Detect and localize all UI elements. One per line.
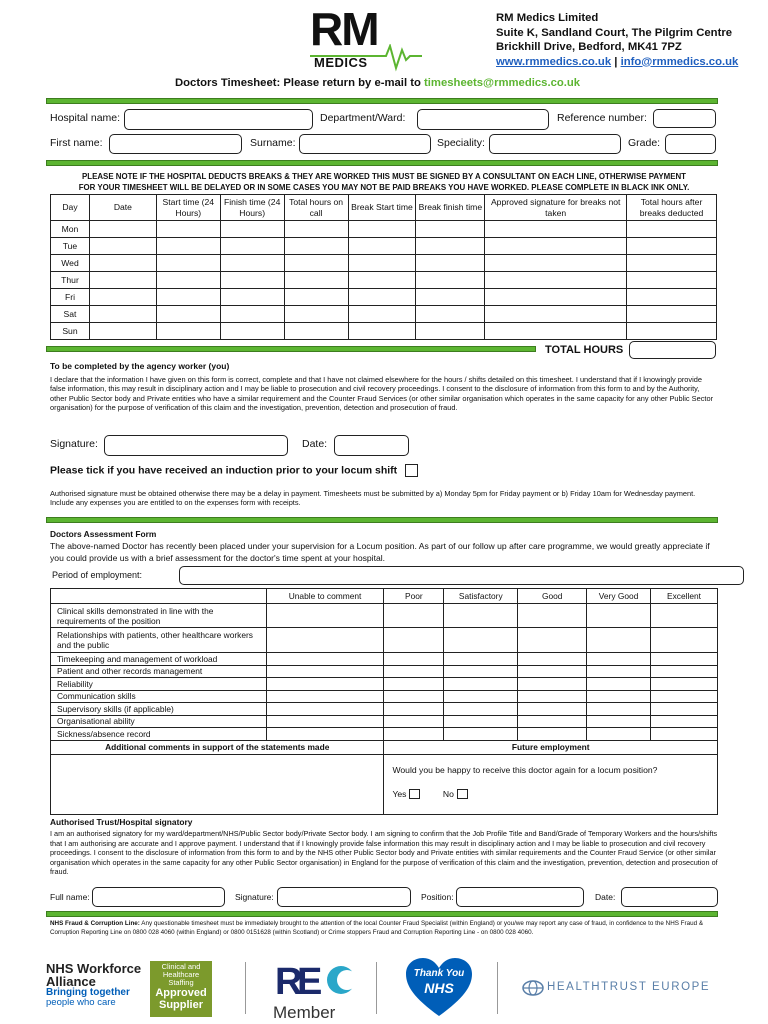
table-row bbox=[51, 221, 717, 238]
rating-cell[interactable] bbox=[651, 604, 718, 628]
day-label: Fri bbox=[51, 289, 90, 306]
cell[interactable] bbox=[89, 221, 156, 238]
assessment-heading: Doctors Assessment Form bbox=[50, 529, 157, 539]
table-row bbox=[51, 255, 717, 272]
nhs-wa-line2: Alliance bbox=[46, 974, 96, 989]
cell[interactable] bbox=[348, 272, 416, 289]
table-row bbox=[51, 665, 718, 678]
breaks-notice bbox=[48, 171, 720, 193]
induction-label: Please tick if you have received an induction prior to your locum shift bbox=[50, 464, 398, 477]
ccs-approved-supplier-logo bbox=[150, 961, 212, 1017]
cell[interactable] bbox=[416, 289, 485, 306]
rating-cell[interactable] bbox=[587, 690, 651, 703]
cell[interactable] bbox=[416, 221, 485, 238]
table-row bbox=[51, 653, 718, 666]
ccs-line4: Approved bbox=[155, 987, 207, 999]
rating-cell[interactable] bbox=[384, 728, 444, 741]
cell[interactable] bbox=[89, 272, 156, 289]
cell[interactable] bbox=[156, 323, 220, 340]
hospital-name-label: Hospital name: bbox=[50, 112, 121, 124]
rating-cell[interactable] bbox=[384, 665, 444, 678]
no-label: No bbox=[442, 788, 454, 799]
cell[interactable] bbox=[348, 221, 416, 238]
rating-cell[interactable] bbox=[518, 678, 587, 691]
cell[interactable] bbox=[284, 255, 348, 272]
cell[interactable] bbox=[220, 289, 284, 306]
cell[interactable] bbox=[627, 221, 717, 238]
rating-cell[interactable] bbox=[266, 678, 384, 691]
rating-cell[interactable] bbox=[587, 628, 651, 653]
rating-cell[interactable] bbox=[266, 715, 384, 728]
agency-declaration: I declare that the information I have given on this form is correct, complete and that I have not claimed elsewhere for the hours / shifts detailed on this timesheet. I understand that if I knowingly provide false information, this may result in disciplinary action and I may be liable to prosecution and civil recovery proceedings. I consent to the disclosure of information from this form to and by the Authority, other Public Sector body and Private entities who have a similar requirement and the Counter Fraud Services (or other similar organisation which operates in the same capacity for any other Public Sector organisation) for the purpose of verification of this claim and the investigation, prevention, detection and prosecution of fraud. bbox=[50, 375, 714, 413]
signatory-signature-label: Signature: bbox=[235, 892, 274, 902]
cell[interactable] bbox=[284, 238, 348, 255]
cell[interactable] bbox=[485, 289, 627, 306]
col-poor: Poor bbox=[384, 589, 444, 604]
cell[interactable] bbox=[485, 306, 627, 323]
rating-cell[interactable] bbox=[651, 678, 718, 691]
thank-nhs-text: NHS bbox=[424, 980, 454, 996]
rating-cell[interactable] bbox=[651, 628, 718, 653]
table-row bbox=[51, 289, 717, 306]
surname-label: Surname: bbox=[250, 137, 296, 149]
thank-you-text: Thank You bbox=[413, 968, 465, 979]
rating-cell[interactable] bbox=[587, 703, 651, 716]
criterion-label: Sickness/absence record bbox=[51, 728, 267, 741]
table-row bbox=[51, 703, 718, 716]
rating-cell[interactable] bbox=[266, 703, 384, 716]
col-finish-time: Finish time (24 Hours) bbox=[220, 195, 284, 221]
table-row bbox=[51, 728, 718, 741]
rec-icon bbox=[273, 960, 363, 1000]
contact-links bbox=[496, 55, 738, 70]
rating-cell[interactable] bbox=[384, 604, 444, 628]
cell[interactable] bbox=[348, 238, 416, 255]
comments-row bbox=[51, 754, 718, 814]
rating-cell[interactable] bbox=[518, 690, 587, 703]
signatory-signature-field[interactable] bbox=[277, 887, 411, 907]
signatory-date-field[interactable] bbox=[621, 887, 718, 907]
grade-field[interactable] bbox=[665, 134, 716, 154]
rating-cell[interactable] bbox=[518, 703, 587, 716]
full-name-label: Full name: bbox=[50, 892, 90, 902]
position-label: Position: bbox=[421, 892, 454, 902]
cell[interactable] bbox=[416, 238, 485, 255]
agency-date-label: Date: bbox=[302, 438, 328, 450]
speciality-field[interactable] bbox=[489, 134, 621, 154]
rating-cell[interactable] bbox=[651, 690, 718, 703]
cell[interactable] bbox=[284, 306, 348, 323]
cell[interactable] bbox=[89, 323, 156, 340]
rating-cell[interactable] bbox=[444, 604, 518, 628]
cell[interactable] bbox=[416, 323, 485, 340]
title-email[interactable]: timesheets@rmmedics.co.uk bbox=[424, 77, 581, 89]
website-link[interactable]: www.rmmedics.co.uk bbox=[496, 55, 612, 68]
fraud-label: NHS Fraud & Corruption Line: bbox=[50, 920, 140, 927]
cell[interactable] bbox=[156, 255, 220, 272]
rating-cell[interactable] bbox=[384, 653, 444, 666]
contact-separator: | bbox=[614, 55, 618, 68]
rating-cell[interactable] bbox=[587, 715, 651, 728]
rating-cell[interactable] bbox=[384, 678, 444, 691]
cell[interactable] bbox=[220, 255, 284, 272]
divider-1 bbox=[46, 98, 718, 104]
agency-signature-field[interactable] bbox=[104, 435, 288, 456]
criterion-label: Reliability bbox=[51, 678, 267, 691]
rating-cell[interactable] bbox=[384, 690, 444, 703]
col-date: Date bbox=[89, 195, 156, 221]
comments-header-row bbox=[51, 740, 718, 754]
cell[interactable] bbox=[348, 306, 416, 323]
department-field[interactable] bbox=[417, 109, 549, 130]
rating-cell[interactable] bbox=[587, 604, 651, 628]
fraud-text: Any questionable timesheet must be immediately brought to the attention of the local Counter Fraud Specialist (within England) or you/we may report any case of fraud, in confidence to the NHS Fraud & Corruption Reporting Line on 0800 028 4060 (within England) or 0800 0151628 (within Scotland) or Crime stoppers Fraud and Corruption Reporting Line - on 0800 028 4060. bbox=[50, 920, 704, 936]
rating-cell[interactable] bbox=[518, 604, 587, 628]
cell[interactable] bbox=[220, 272, 284, 289]
healthtrust-text: HEALTHTRUST EUROPE bbox=[547, 981, 711, 993]
col-unable: Unable to comment bbox=[266, 589, 384, 604]
nhs-wa-tag2: people who care bbox=[46, 997, 116, 1008]
rating-cell[interactable] bbox=[651, 665, 718, 678]
cell[interactable] bbox=[485, 238, 627, 255]
rec-member-text: Member bbox=[273, 1003, 336, 1022]
cell[interactable] bbox=[485, 221, 627, 238]
signatory-heading: Authorised Trust/Hospital signatory bbox=[50, 817, 193, 827]
reference-label: Reference number: bbox=[557, 112, 647, 124]
rating-cell[interactable] bbox=[384, 703, 444, 716]
first-name-field[interactable] bbox=[109, 134, 242, 154]
total-hours-field[interactable] bbox=[629, 341, 716, 359]
cell[interactable] bbox=[220, 221, 284, 238]
hospital-name-field[interactable] bbox=[124, 109, 313, 130]
col-hours-on-call: Total hours on call bbox=[284, 195, 348, 221]
rating-cell[interactable] bbox=[266, 604, 384, 628]
rating-cell[interactable] bbox=[444, 653, 518, 666]
signatory-text: I am an authorised signatory for my ward/department/NHS/Public Sector body/Private Sector body. I am signing to confirm that the Job Profile Title and Band/Grade of Temporary Workers and the hours/shifts that I am authorising are accurate and I approve payment. I understand that if I knowingly provide false information this may result in disciplinary action and I may be liable to prosecution and civil recovery proceedings. I consent to the disclosure of information from this form to and by the NHS other Public Sector body and Private entities with similar requirements and the Counter Fraud Service (or other similar organisation which operates in the same capacity for any other Public Sector organisation) in England for the purpose of verification of this claim and the investigation, prevention, detection and prosecution of fraud. bbox=[50, 829, 718, 877]
page-title bbox=[175, 77, 580, 89]
period-field[interactable] bbox=[179, 566, 744, 585]
rating-cell[interactable] bbox=[444, 690, 518, 703]
cell[interactable] bbox=[485, 323, 627, 340]
day-label: Tue bbox=[51, 238, 90, 255]
col-excellent: Excellent bbox=[651, 589, 718, 604]
rating-cell[interactable] bbox=[444, 678, 518, 691]
col-start-time: Start time (24 Hours) bbox=[156, 195, 220, 221]
induction-row bbox=[50, 464, 418, 477]
cell[interactable] bbox=[220, 238, 284, 255]
footer-divider-3 bbox=[497, 962, 498, 1014]
company-address bbox=[496, 11, 738, 69]
cell[interactable] bbox=[284, 221, 348, 238]
rating-cell[interactable] bbox=[266, 690, 384, 703]
cell[interactable] bbox=[284, 272, 348, 289]
rating-cell[interactable] bbox=[266, 628, 384, 653]
cell[interactable] bbox=[416, 306, 485, 323]
cell[interactable] bbox=[156, 221, 220, 238]
authorised-note: Authorised signature must be obtained otherwise there may be a delay in payment. Timesheets must be submitted by a) Monday 5pm for Friday payment or b) Friday 10am for Wednesday payment. Include any expenses you are entitled to on the expenses form with receipts. bbox=[50, 489, 696, 508]
col-break-finish: Break finish time bbox=[416, 195, 485, 221]
day-label: Sat bbox=[51, 306, 90, 323]
footer-divider-2 bbox=[376, 962, 377, 1014]
col-total-after-breaks: Total hours after breaks deducted bbox=[627, 195, 717, 221]
rating-cell[interactable] bbox=[587, 653, 651, 666]
table-row bbox=[51, 678, 718, 691]
criterion-label: Supervisory skills (if applicable) bbox=[51, 703, 267, 716]
ccs-line3: Staffing bbox=[168, 978, 194, 987]
svg-text:E: E bbox=[297, 961, 323, 1000]
criterion-label: Patient and other records management bbox=[51, 665, 267, 678]
agency-date-field[interactable] bbox=[334, 435, 409, 456]
rec-member-logo bbox=[273, 960, 363, 1022]
rating-cell[interactable] bbox=[518, 665, 587, 678]
rating-cell[interactable] bbox=[651, 703, 718, 716]
globe-icon bbox=[522, 979, 544, 997]
svg-text:R: R bbox=[275, 961, 303, 1000]
total-hours-label: TOTAL HOURS bbox=[545, 344, 624, 356]
notice-line-1: PLEASE NOTE IF THE HOSPITAL DEDUCTS BREAKS & THEY ARE WORKED THIS MUST BE SIGNED BY A CONSULTANT ON EACH LINE, OTHERWISE PAYMENT bbox=[82, 172, 686, 181]
timesheet-table bbox=[50, 194, 717, 340]
address-line-1: Suite K, Sandland Court, The Pilgrim Centre bbox=[496, 26, 733, 39]
company-name: RM Medics Limited bbox=[496, 12, 599, 24]
rating-cell[interactable] bbox=[587, 665, 651, 678]
criterion-label: Relationships with patients, other healthcare workers and the public bbox=[51, 628, 267, 653]
rating-cell[interactable] bbox=[651, 715, 718, 728]
signatory-date-label: Date: bbox=[595, 892, 616, 902]
cell[interactable] bbox=[416, 272, 485, 289]
rating-cell[interactable] bbox=[444, 703, 518, 716]
assessment-table bbox=[50, 588, 718, 815]
no-checkbox[interactable] bbox=[457, 789, 468, 799]
rating-cell[interactable] bbox=[444, 665, 518, 678]
criterion-label: Clinical skills demonstrated in line with the requirements of the position bbox=[51, 604, 267, 628]
cell[interactable] bbox=[156, 306, 220, 323]
thank-you-nhs-logo bbox=[404, 958, 474, 1018]
cell[interactable] bbox=[485, 255, 627, 272]
fraud-line bbox=[50, 920, 718, 938]
position-field[interactable] bbox=[456, 887, 584, 907]
cell[interactable] bbox=[348, 255, 416, 272]
cell[interactable] bbox=[284, 289, 348, 306]
future-employment-cell bbox=[384, 754, 718, 814]
title-text: Doctors Timesheet: Please return by e-mail to bbox=[175, 77, 425, 89]
col-break-start: Break Start time bbox=[348, 195, 416, 221]
cell[interactable] bbox=[156, 272, 220, 289]
divider-4 bbox=[46, 517, 718, 523]
cell[interactable] bbox=[156, 289, 220, 306]
reference-field[interactable] bbox=[653, 109, 716, 128]
agency-heading: To be completed by the agency worker (you) bbox=[50, 361, 230, 371]
rating-cell[interactable] bbox=[518, 715, 587, 728]
criterion-label: Organisational ability bbox=[51, 715, 267, 728]
table-row bbox=[51, 272, 717, 289]
rating-cell[interactable] bbox=[651, 728, 718, 741]
table-row bbox=[51, 238, 717, 255]
rating-cell[interactable] bbox=[444, 715, 518, 728]
rating-cell[interactable] bbox=[518, 628, 587, 653]
timesheet-header-row bbox=[51, 195, 717, 221]
col-satisfactory: Satisfactory bbox=[444, 589, 518, 604]
cell[interactable] bbox=[220, 306, 284, 323]
notice-line-2: FOR YOUR TIMESHEET WILL BE DELAYED OR IN SOME CASES YOU MAY NOT BE PAID BREAKS YOU HAVE WORKED. PLEASE COMPLETE IN BLACK INK ONLY. bbox=[78, 183, 690, 193]
day-label: Thur bbox=[51, 272, 90, 289]
rating-cell[interactable] bbox=[587, 678, 651, 691]
rating-cell[interactable] bbox=[266, 728, 384, 741]
table-row bbox=[51, 604, 718, 628]
assessment-intro: The above-named Doctor has recently been placed under your supervision for a Locum position. As part of our follow up after care programme, we would greatly appreciate if you could provide us with a brief assessment for the doctor's time spent at your hospital. bbox=[50, 541, 710, 564]
rating-cell[interactable] bbox=[384, 715, 444, 728]
cell[interactable] bbox=[89, 255, 156, 272]
criterion-label: Communication skills bbox=[51, 690, 267, 703]
criterion-label: Timekeeping and management of workload bbox=[51, 653, 267, 666]
footer-divider-1 bbox=[245, 962, 246, 1014]
divider-5 bbox=[46, 911, 718, 917]
cell[interactable] bbox=[627, 306, 717, 323]
cell[interactable] bbox=[348, 323, 416, 340]
rm-medics-logo bbox=[310, 3, 425, 70]
logo-rm-text: RM bbox=[310, 3, 378, 55]
cell[interactable] bbox=[627, 289, 717, 306]
ccs-line1: Clinical and bbox=[161, 962, 201, 971]
full-name-field[interactable] bbox=[92, 887, 225, 907]
cell[interactable] bbox=[485, 272, 627, 289]
future-employment-header: Future employment bbox=[384, 740, 718, 754]
day-label: Mon bbox=[51, 221, 90, 238]
logo-medics-text: MEDICS bbox=[314, 55, 368, 70]
table-row bbox=[51, 715, 718, 728]
grade-label: Grade: bbox=[628, 137, 661, 149]
ccs-line5: Supplier bbox=[158, 999, 203, 1011]
criteria-col-header bbox=[51, 589, 267, 604]
rating-cell[interactable] bbox=[266, 665, 384, 678]
future-options bbox=[392, 789, 715, 800]
col-day: Day bbox=[51, 195, 90, 221]
rating-cell[interactable] bbox=[444, 628, 518, 653]
table-row bbox=[51, 306, 717, 323]
table-row bbox=[51, 323, 717, 340]
rating-cell[interactable] bbox=[384, 628, 444, 653]
yes-label: Yes bbox=[392, 788, 407, 799]
divider-2 bbox=[46, 160, 718, 166]
first-name-label: First name: bbox=[50, 137, 103, 149]
email-link[interactable]: info@rmmedics.co.uk bbox=[620, 55, 739, 68]
cell[interactable] bbox=[220, 323, 284, 340]
day-label: Sun bbox=[51, 323, 90, 340]
cell[interactable] bbox=[627, 255, 717, 272]
divider-3 bbox=[46, 346, 536, 352]
nhs-wa-line1: NHS Workforce bbox=[46, 961, 142, 976]
comments-field[interactable] bbox=[51, 754, 384, 814]
surname-field[interactable] bbox=[299, 134, 431, 154]
table-row bbox=[51, 690, 718, 703]
col-approved-signature: Approved signature for breaks not taken bbox=[485, 195, 627, 221]
table-row bbox=[51, 628, 718, 653]
cell[interactable] bbox=[627, 323, 717, 340]
rating-cell[interactable] bbox=[444, 728, 518, 741]
cell[interactable] bbox=[89, 289, 156, 306]
cell[interactable] bbox=[627, 238, 717, 255]
cell[interactable] bbox=[89, 306, 156, 323]
nhs-workforce-alliance-logo bbox=[46, 962, 146, 1008]
nhs-wa-tag1: Bringing together bbox=[46, 987, 130, 998]
rating-cell[interactable] bbox=[266, 653, 384, 666]
speciality-label: Speciality: bbox=[437, 137, 485, 149]
induction-checkbox[interactable] bbox=[405, 464, 418, 477]
ccs-line2: Healthcare bbox=[162, 970, 200, 979]
yes-checkbox[interactable] bbox=[409, 789, 420, 799]
cell[interactable] bbox=[348, 289, 416, 306]
future-question: Would you be happy to receive this doctor again for a locum position? bbox=[392, 764, 658, 775]
rating-cell[interactable] bbox=[518, 653, 587, 666]
cell[interactable] bbox=[156, 238, 220, 255]
rating-cell[interactable] bbox=[587, 728, 651, 741]
cell[interactable] bbox=[627, 272, 717, 289]
address-line-2: Brickhill Drive, Bedford, MK41 7PZ bbox=[496, 41, 682, 53]
department-label: Department/Ward: bbox=[320, 112, 406, 124]
rating-cell[interactable] bbox=[651, 653, 718, 666]
assessment-header-row bbox=[51, 589, 718, 604]
cell[interactable] bbox=[416, 255, 485, 272]
cell[interactable] bbox=[89, 238, 156, 255]
rating-cell[interactable] bbox=[518, 728, 587, 741]
day-label: Wed bbox=[51, 255, 90, 272]
period-label: Period of employment: bbox=[52, 570, 143, 580]
comments-header: Additional comments in support of the statements made bbox=[51, 740, 384, 754]
agency-signature-label: Signature: bbox=[50, 438, 98, 450]
col-very-good: Very Good bbox=[587, 589, 651, 604]
cell[interactable] bbox=[284, 323, 348, 340]
col-good: Good bbox=[518, 589, 587, 604]
